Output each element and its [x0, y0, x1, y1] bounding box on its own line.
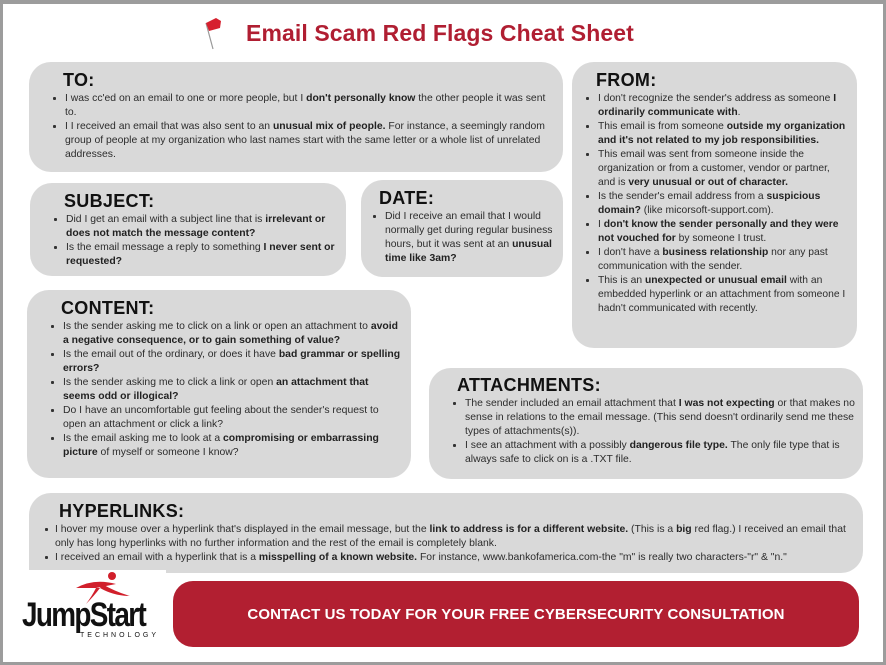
- logo-name: JumpStart: [22, 596, 146, 634]
- list-item: Did I get an email with a subject line that is irrelevant or does not match the message content?: [66, 213, 338, 241]
- section-date: [361, 180, 563, 277]
- section-heading: SUBJECT:: [64, 191, 155, 211]
- jumpstart-logo: [16, 570, 166, 650]
- logo-tagline: TECHNOLOGY: [80, 632, 160, 639]
- list-item: I hover my mouse over a hyperlink that's displayed in the email message, but the link to address is for a different website. (This is a big red flag.) I received an email that only has long hyperlinks with no further information and the rest of the email is completely blank.: [55, 523, 855, 551]
- list-item: Is the email message a reply to something I never sent or requested?: [66, 241, 338, 269]
- bullet-list: [52, 213, 338, 269]
- cta-label: CONTACT US TODAY FOR YOUR FREE CYBERSECURITY CONSULTATION: [247, 605, 785, 623]
- section-attachments: [429, 368, 863, 479]
- list-item: I I received an email that was also sent to an unusual mix of people. For instance, a seemingly random group of people at my organization who last names start with the same letter or a whole list of unrelated addresses.: [65, 120, 553, 162]
- bullet-list: [584, 92, 849, 316]
- section-to: [29, 62, 563, 172]
- bullet-list: [371, 210, 557, 266]
- list-item: I don't know the sender personally and they were not vouched for by someone I trust.: [598, 218, 849, 246]
- list-item: Is the sender asking me to click on a link or open an attachment to avoid a negative consequence, or to gain something of value?: [63, 320, 403, 348]
- list-item: I was cc'ed on an email to one or more people, but I don't personally know the other people it was sent to.: [65, 92, 553, 120]
- section-from: [572, 62, 857, 348]
- contact-cta-button[interactable]: [173, 581, 859, 647]
- list-item: I don't have a business relationship nor any past communication with the sender.: [598, 246, 849, 274]
- section-heading: DATE:: [379, 188, 435, 208]
- page-header: [200, 14, 634, 52]
- bullet-list: [51, 92, 553, 162]
- section-heading: CONTENT:: [61, 298, 155, 318]
- section-heading: FROM:: [596, 70, 657, 90]
- list-item: Is the sender's email address from a suspicious domain? (like micorsoft-support.com).: [598, 190, 849, 218]
- list-item: Did I receive an email that I would normally get during regular business hours, but it was sent at an unusual time like 3am?: [385, 210, 557, 266]
- section-heading: HYPERLINKS:: [59, 501, 185, 521]
- red-flag-icon: [200, 15, 226, 51]
- bullet-list: [49, 320, 403, 460]
- list-item: This is an unexpected or unusual email with an embedded hyperlink or an attachment from someone I hadn't communicated with recently.: [598, 274, 849, 316]
- bullet-list: [49, 523, 855, 565]
- list-item: This email is from someone outside my organization and it's not related to my job responsibilities.: [598, 120, 849, 148]
- section-subject: [30, 183, 346, 276]
- bullet-list: [451, 397, 855, 467]
- page-title: Email Scam Red Flags Cheat Sheet: [246, 19, 634, 46]
- section-heading: TO:: [63, 70, 95, 90]
- list-item: Do I have an uncomfortable gut feeling about the sender's request to open an attachment or click a link?: [63, 404, 403, 432]
- list-item: Is the email asking me to look at a compromising or embarrassing picture of myself or someone I know?: [63, 432, 403, 460]
- section-hyperlinks: [29, 493, 863, 573]
- section-content: [27, 290, 411, 478]
- list-item: Is the sender asking me to click a link or open an attachment that seems odd or illogical?: [63, 376, 403, 404]
- section-heading: ATTACHMENTS:: [457, 375, 601, 395]
- list-item: I don't recognize the sender's address as someone I ordinarily communicate with.: [598, 92, 849, 120]
- list-item: I received an email with a hyperlink that is a misspelling of a known website. For instance, www.bankofamerica.com-the "m" is really two characters-"r" & "n.": [55, 551, 855, 565]
- list-item: I see an attachment with a possibly dangerous file type. The only file type that is always safe to click on is a .TXT file.: [465, 439, 855, 467]
- list-item: This email was sent from someone inside the organization or from a customer, vendor or partner, and is very unusual or out of character.: [598, 148, 849, 190]
- list-item: The sender included an email attachment that I was not expecting or that makes no sense in relations to the email message. (This send doesn't ordinarily send me these types of attachments(s)).: [465, 398, 855, 437]
- list-item: Is the email out of the ordinary, or does it have bad grammar or spelling errors?: [63, 348, 403, 376]
